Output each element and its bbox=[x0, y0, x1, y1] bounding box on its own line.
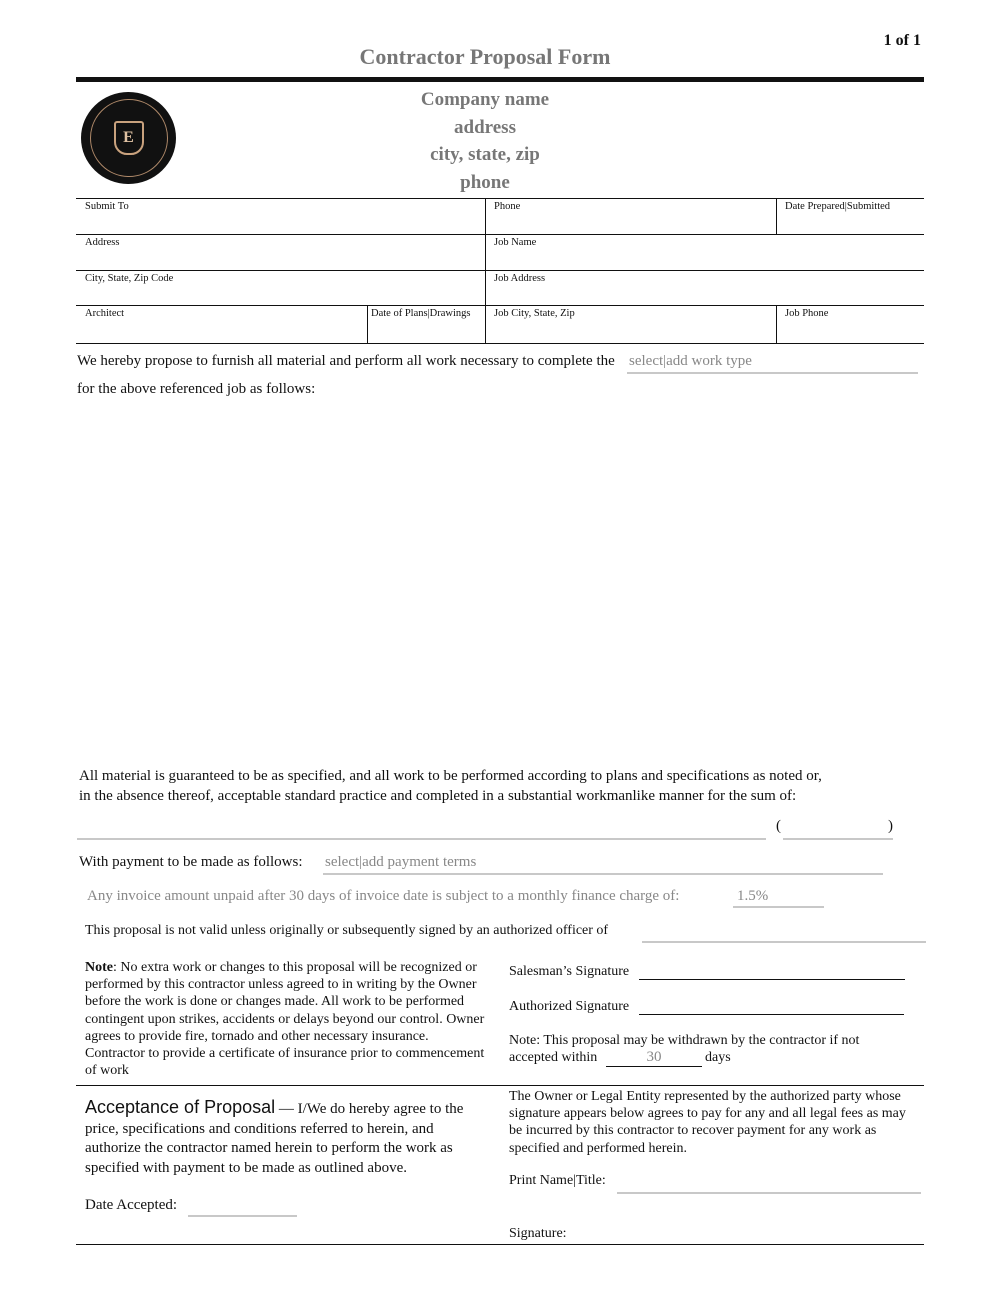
acceptance-heading: Acceptance of Proposal bbox=[85, 1097, 276, 1117]
days-underline bbox=[606, 1066, 702, 1067]
open-paren: ( bbox=[776, 818, 781, 834]
grid-divider bbox=[776, 305, 777, 343]
proposal-intro: We hereby propose to furnish all material and perform all work necessary to complete the bbox=[77, 353, 615, 369]
finance-rate-underline bbox=[733, 906, 824, 908]
date-of-plans-field[interactable]: Date of Plans|Drawings bbox=[371, 308, 471, 319]
grid-divider bbox=[485, 199, 486, 343]
days-label: days bbox=[705, 1050, 731, 1065]
grid-divider bbox=[367, 305, 368, 343]
sum-words-field[interactable] bbox=[77, 838, 766, 840]
bottom-rule bbox=[76, 1244, 924, 1245]
company-name[interactable]: Company name bbox=[420, 89, 550, 110]
date-accepted-field[interactable] bbox=[188, 1215, 297, 1217]
proposal-intro-end: for the above referenced job as follows: bbox=[77, 381, 316, 397]
grid-divider bbox=[76, 234, 924, 235]
page-number: 1 of 1 bbox=[883, 32, 921, 49]
note-block bbox=[85, 959, 485, 1079]
grid-divider bbox=[76, 305, 924, 306]
authorized-signature-field[interactable] bbox=[639, 1014, 904, 1015]
header-divider bbox=[76, 77, 924, 82]
guarantee-line-2: in the absence thereof, acceptable standard practice and completed in a substantial workmanlike manner for the sum of: bbox=[79, 788, 797, 804]
work-description-area[interactable] bbox=[76, 405, 924, 760]
date-accepted-label: Date Accepted: bbox=[85, 1197, 178, 1213]
company-phone[interactable]: phone bbox=[460, 171, 510, 193]
guarantee-line-1: All material is guaranteed to be as specified, and all work to be performed according to plans and specifications as noted or, bbox=[79, 768, 822, 784]
withdraw-note: Note: This proposal may be withdrawn by the contractor if not bbox=[509, 1033, 860, 1048]
submit-to-field[interactable]: Submit To bbox=[85, 201, 129, 212]
finance-rate-field[interactable]: 1.5% bbox=[737, 888, 769, 904]
form-title: Contractor Proposal Form bbox=[359, 44, 611, 69]
job-address-field[interactable]: Job Address bbox=[494, 273, 546, 284]
payment-terms-select[interactable]: select|add payment terms bbox=[325, 854, 477, 870]
note-text: : No extra work or changes to this proposal will be recognized or performed by this contractor unless agreed to in writing by the Owner before the work is done or changes made. All work to be performed contingent upon strikes, accidents or delays beyond our control. Owner agrees to provide fire, tornado and other necessary insurance. Contractor to provide a certificate of insurance prior to commencement of work bbox=[85, 960, 485, 1079]
salesman-signature-field[interactable] bbox=[639, 979, 905, 980]
grid-divider bbox=[776, 199, 777, 234]
print-name-label: Print Name|Title: bbox=[509, 1173, 606, 1188]
authorized-signature-label: Authorized Signature bbox=[509, 999, 630, 1014]
note-label: Note bbox=[85, 960, 113, 975]
date-prepared-field[interactable]: Date Prepared|Submitted bbox=[785, 201, 891, 212]
company-block bbox=[0, 86, 970, 196]
architect-field[interactable]: Architect bbox=[85, 308, 125, 319]
grid-divider bbox=[76, 270, 924, 271]
company-city-state-zip[interactable]: city, state, zip bbox=[430, 144, 540, 165]
phone-field[interactable]: Phone bbox=[494, 201, 521, 212]
logo-letter: E bbox=[123, 129, 134, 146]
acceptance-top-rule bbox=[76, 1085, 924, 1086]
acceptance-block bbox=[85, 1098, 493, 1178]
city-state-zip-field[interactable]: City, State, Zip Code bbox=[85, 273, 174, 284]
address-field[interactable]: Address bbox=[85, 237, 120, 248]
work-type-select[interactable]: select|add work type bbox=[629, 353, 752, 369]
print-name-field[interactable] bbox=[617, 1192, 921, 1194]
job-name-field[interactable]: Job Name bbox=[494, 237, 537, 248]
acceptance-dash: — bbox=[275, 1101, 298, 1117]
job-city-field[interactable]: Job City, State, Zip bbox=[494, 308, 575, 319]
job-info-grid bbox=[76, 198, 924, 344]
salesman-signature-label: Salesman’s Signature bbox=[509, 964, 630, 979]
validity-text: This proposal is not valid unless originally or subsequently signed by an authorized officer of bbox=[85, 923, 609, 938]
accepted-within-label: accepted within bbox=[509, 1050, 598, 1065]
owner-signature-field[interactable] bbox=[575, 1210, 920, 1240]
days-value-field[interactable]: 30 bbox=[646, 1049, 662, 1065]
finance-charge-text: Any invoice amount unpaid after 30 days of invoice date is subject to a monthly finance charge of: bbox=[87, 888, 680, 904]
company-address[interactable]: address bbox=[454, 116, 516, 138]
payment-label: With payment to be made as follows: bbox=[79, 854, 303, 870]
authorized-officer-field[interactable] bbox=[642, 941, 926, 943]
close-paren: ) bbox=[888, 818, 893, 834]
sum-amount-field[interactable] bbox=[783, 838, 893, 840]
owner-text: The Owner or Legal Entity represented by the authorized party whose signature appears below agrees to pay for any and all legal fees as may be incurred by this contractor to recover payment for any work as specified and performed herein. bbox=[509, 1089, 906, 1156]
work-type-underline bbox=[627, 372, 918, 374]
payment-terms-underline bbox=[323, 873, 883, 875]
job-phone-field[interactable]: Job Phone bbox=[785, 308, 829, 319]
signature-label: Signature: bbox=[509, 1226, 567, 1241]
acceptance-text: I/We do hereby agree to the price, specifications and conditions referred to herein, and authorize the contractor named herein to perform the work as specified with payment to be made as outlined above. bbox=[85, 1101, 464, 1176]
